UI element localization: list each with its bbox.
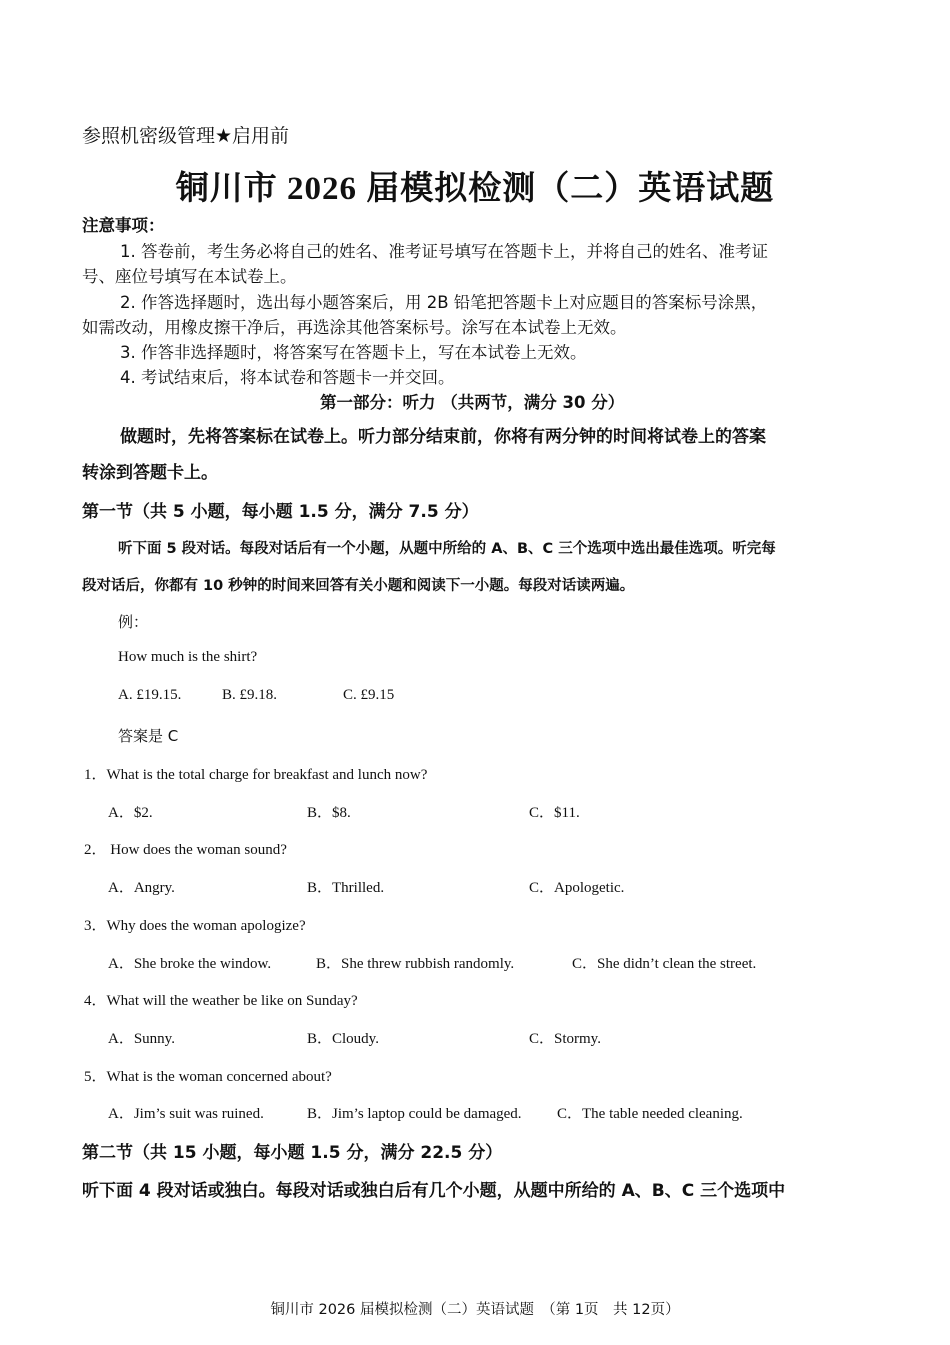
notice-2-line-2: 如需改动，用橡皮擦干净后，再选涂其他答案标号。涂写在本试卷上无效。	[82, 318, 627, 337]
question-5-option-c: C．The table needed cleaning.	[557, 1106, 743, 1122]
example-option-a: A. £19.15.	[118, 687, 182, 703]
question-2-option-c: C．Apologetic.	[529, 880, 625, 896]
section2-instruction-line-1: 听下面 4 段对话或独白。每段对话或独白后有几个小题，从题中所给的 A、B、C 三个选项中	[82, 1181, 786, 1201]
part1-intro-line-1: 做题时，先将答案标在试卷上。听力部分结束前，你将有两分钟的时间将试卷上的答案	[120, 427, 766, 447]
example-option-b: B. £9.18.	[222, 687, 278, 703]
section2-heading: 第二节（共 15 小题，每小题 1.5 分，满分 22.5 分）	[82, 1143, 503, 1163]
question-2-option-b: B．Thrilled.	[307, 880, 385, 896]
example-answer: 答案是 C	[118, 727, 179, 745]
question-5: 5．What is the woman concerned about?	[84, 1069, 332, 1085]
question-3: 3．Why does the woman apologize?	[84, 918, 306, 934]
question-4-option-a: A．Sunny.	[108, 1031, 175, 1047]
question-1-option-a: A．$2.	[108, 805, 153, 821]
example-question: How much is the shirt?	[118, 649, 258, 665]
page-footer: 铜川市 2026 届模拟检测（二）英语试题 （第 1页 共 12页）	[270, 1302, 680, 1318]
question-2: 2． How does the woman sound?	[84, 842, 287, 858]
example-option-c: C. £9.15	[343, 687, 395, 703]
notice-3: 3. 作答非选择题时，将答案写在答题卡上，写在本试卷上无效。	[120, 343, 587, 362]
notice-4: 4. 考试结束后，将本试卷和答题卡一并交回。	[120, 368, 455, 387]
question-3-option-c: C．She didn’t clean the street.	[572, 956, 757, 972]
part1-heading: 第一部分：听力 （共两节，满分 30 分）	[320, 393, 625, 412]
question-3-option-a: A．She broke the window.	[108, 956, 272, 972]
confidentiality-label: 参照机密级管理★启用前	[82, 125, 290, 147]
exam-title: 铜川市 2026 届模拟检测（二）英语试题	[175, 171, 775, 207]
question-4-option-c: C．Stormy.	[529, 1031, 601, 1047]
question-4-option-b: B．Cloudy.	[307, 1031, 379, 1047]
question-1-option-c: C．$11.	[529, 805, 580, 821]
question-1: 1．What is the total charge for breakfast and lunch now?	[84, 767, 428, 783]
section1-instruction-line-2: 段对话后，你都有 10 秒钟的时间来回答有关小题和阅读下一小题。每段对话读两遍。	[82, 578, 635, 594]
question-4: 4．What will the weather be like on Sunday?	[84, 993, 358, 1009]
question-3-option-b: B．She threw rubbish randomly.	[316, 956, 515, 972]
question-5-option-b: B．Jim’s laptop could be damaged.	[307, 1106, 522, 1122]
section1-heading: 第一节（共 5 小题，每小题 1.5 分，满分 7.5 分）	[82, 502, 479, 522]
notice-1-line-1: 1. 答卷前，考生务必将自己的姓名、准考证号填写在答题卡上，并将自己的姓名、准考证	[120, 242, 768, 261]
question-2-option-a: A．Angry.	[108, 880, 175, 896]
notice-1-line-2: 号、座位号填写在本试卷上。	[82, 267, 297, 286]
part1-intro-line-2: 转涂到答题卡上。	[82, 463, 218, 483]
question-1-option-b: B．$8.	[307, 805, 351, 821]
notice-2-line-1: 2. 作答选择题时，选出每小题答案后，用 2B 铅笔把答题卡上对应题目的答案标号涂黑，	[120, 293, 768, 312]
section1-instruction-line-1: 听下面 5 段对话。每段对话后有一个小题，从题中所给的 A、B、C 三个选项中选出最佳选项。听完每	[118, 541, 776, 557]
question-5-option-a: A．Jim’s suit was ruined.	[108, 1106, 264, 1122]
notice-heading: 注意事项：	[82, 216, 165, 235]
example-label: 例：	[118, 613, 149, 631]
